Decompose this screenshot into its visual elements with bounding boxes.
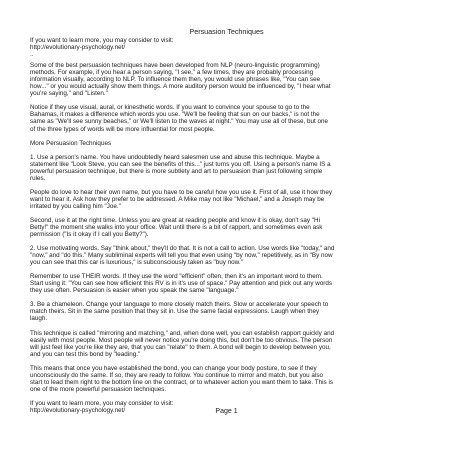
section-heading: More Persuasion Techniques: [30, 139, 112, 147]
paragraph-nlp: Some of the best persuasion techniques have been developed from NLP (neuro-linguistic programming) methods. For example, if you hear a person saying, "I see," a few times, they are probably processing information visually, according to NLP. To influence them then, you would use phrases like, "You can see how..." or you would actually show them things. A more auditory person would be influenced by, "I hear what you're saying," and "Listen.": [30, 62, 331, 98]
paragraph-name: 1. Use a person's name. You have undoubtedly heard salesmen use and abuse this technique. Maybe a statement like "Look Steve, you can see the benefits of this..." just turns you off. Using a person's name IS a powerful persuasion technique, but there is more subtlety and art to persuasion than just following simple rules.: [30, 153, 331, 182]
paragraph-chameleon: 3. Be a chameleon. Change your language to more closely match theirs. Slow or accelerate your speech to match theirs. Sit in the same position that they sit in. Use the same facial expressions. Laugh when they laugh.: [30, 301, 329, 323]
paragraph-leading: This means that once you have established the bond, you can change your body posture, to see if they unconsciously do the same. If so, they are ready to follow. You continue to mirror and match, but you also start to lead them right to the bottom line on the contract, or to whatever action you want them to take. This is one of the more powerful persuasion techniques.: [30, 364, 333, 393]
closing-paragraph: If you want to learn more, you may consider to visit: http://evolutionary-psychology.net/: [30, 399, 174, 414]
ellipsis-line: ..: [30, 51, 34, 59]
paragraph-motivating-words: 2. Use motivating words. Say "think about," they'll do that. It is not a call to action. Use words like "today," and "now," and "do this." Many subliminal experts will tell you that even using "by now," repetitively, as in "By now you can see that this car is luxurious," is subconsciously taken as "buy now.": [30, 245, 335, 267]
intro-paragraph: If you want to learn more, you may consider to visit: http://evolutionary-psychology.net/: [30, 37, 174, 52]
document-title: Persuasion Techniques: [189, 27, 264, 36]
page-number: Page 1: [215, 408, 238, 415]
paragraph-own-name: People do love to hear their own name, but you have to be careful how you use it. First of all, use it how they want to hear it. Ask how they prefer to be addressed. A Mike may not like "Michael," and a Joseph may be irritated by you calling him "Joe.": [30, 188, 333, 210]
paragraph-right-time: Second, use it at the right time. Unless you are great at reading people and know it is okay, don't say "Hi Betty!" the moment she walks into your office. Wait until there is a bit of rapport, and sometimes even ask permission ("Is it okay if I call you Betty?").: [30, 216, 323, 239]
paragraph-mirroring: This technique is called "mirroring and matching," and, when done well, you can establish rapport quickly and easily with most people. Most people will never notice you're doing this, but don't be too obvious. The person will just feel like you're like they are, that you can "relate" to them. A bond will begin to develop between you, and you can test this bond by "leading.": [30, 329, 335, 358]
paragraph-words: Notice if they use visual, aural, or kinesthetic words. If you want to convince your spouse to go to the Bahamas, it makes a difference which words you use. "We'll be feeling that sun on our backs," is not the same as "We'll see sunny beaches," or We'll listen to the waves at night." You may use all of these, but one of the three types of words will be more influential for most people.: [30, 104, 329, 133]
paragraph-their-words: Remember to use THEIR words. If they use the word "efficient" often, then it's an important word to them. Start using it: "You can see how efficient this RV is in it's use of space." Pay attention and pick out any words they use often. Persuasion is easier when you speak the same "language.": [30, 273, 333, 295]
